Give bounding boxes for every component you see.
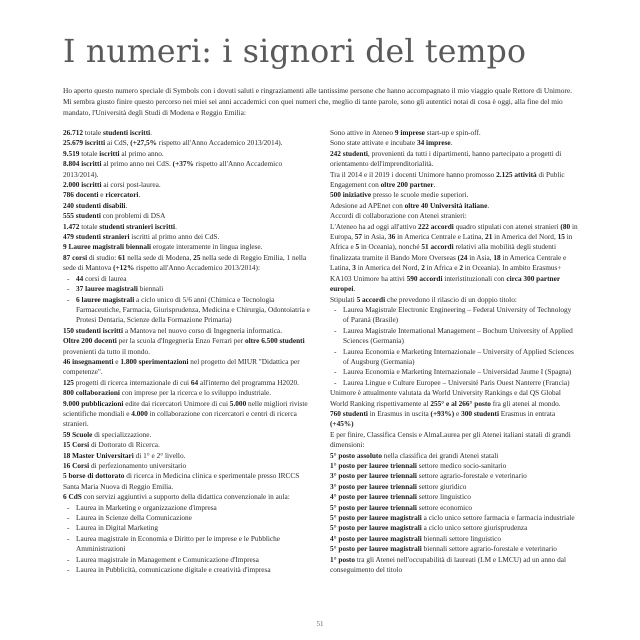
stat-line: 555 studenti con problemi di DSA [63,211,166,221]
list-item: - Laurea Magistrale Electronic Engineering – Federal University of Technology of Paraná (Brasile) [330,305,579,326]
stat-line: L'Ateneo ha ad oggi all'attivo 222 accordi quadro stipulati con atenei stranieri (80 in Europa, 57 in Asia, 36 in America Centrale e Latina, 21 in America del Nord, 15 in Africa e 5 in Oceania), nonché 51 accordi relativi alla mobilità degli studenti finalizzata tramite il Bando More Overseas (24 in Asia, 18 in America Centrale e Latina, 3 in America del Nord, 2 in Africa e 2 in Oceania). In ambito Erasmus+ KA103 Unimore ha attivi 590 accordi interistituzionali con circa 300 partner europei. [330,221,578,294]
stat-line: Accordi di collaborazione con Atenei stranieri: [330,211,467,221]
page-title: I numeri: i signori del tempo [63,34,527,70]
stat-line: 25.679 iscritti ai CdS, (+27,5% rispetto all'Anno Accademico 2013/2014). [63,138,283,148]
ranking-line: 4° posto per lauree triennali settore linguistico [330,492,471,502]
list-item: - Laurea Magistrale International Management – Bochum University of Applied Sciences (Germania) [330,326,579,347]
ranking-line: 3° posto per lauree triennali settore giuridico [330,481,467,491]
stat-line: Sono attive in Ateneo 9 imprese start-up e spin-off. [330,128,481,137]
stat-line: Sono state attivate e incubate 34 imprese. [330,138,453,148]
ranking-line: 1° posto per lauree triennali settore medico socio-sanitario [330,461,507,470]
ranking-line: 5° posto per lauree magistrali biennali settore agrario-forestale e veterinario [330,544,557,554]
right-column [330,128,579,575]
double-degree-list [330,305,579,388]
stat-line: E per finire, Classifica Censis e AlmaLaurea per gli Atenei italiani statali di grandi dimensioni: [330,429,571,450]
stat-line: 9 Lauree magistrali biennali erogate interamente in lingua inglese. [63,242,263,252]
stat-line: 800 collaborazioni con imprese per la ricerca e lo sviluppo industriale. [63,388,272,398]
stat-line: 786 docenti e ricercatori. [63,190,141,200]
ranking-line: 5° posto assoluto nella classifica dei grandi Atenei statali [330,450,499,460]
stat-line: 760 studenti in Erasmus in uscita (+93%) e 300 studenti Erasmus in entrata (+45%) [330,408,556,429]
stat-line: 1.472 totale studenti stranieri iscritti. [63,221,177,231]
list-item: - Laurea Economia e Marketing Internazionale – University of Applied Sciences of Augsburg (Germania) [330,347,579,368]
stat-line: Unimore è attualmente valutata da World University Rankings e dal QS Global World Ranking rispettivamente al 255° e al 266° posto fra gli atenei al mondo. [330,388,561,408]
stat-line: 240 studenti disabili. [63,200,128,210]
stat-line: 46 insegnamenti e 1.800 sperimentazioni nel progetto del MIUR "Didattica per competenze". [63,356,300,377]
ranking-line: 4° posto per lauree magistrali biennali settore linguistico [330,533,502,543]
stat-line: 125 progetti di ricerca internazionale di cui 64 all'interno del programma H2020. [63,377,299,387]
course-type-list [63,274,313,326]
stat-line: 15 Corsi di Dottorato di Ricerca. [63,440,160,450]
list-item: - Laurea magistrale in Management e Comunicazione d'Impresa [63,555,313,565]
stat-line: Stipulati 5 accordi che prevedono il rilascio di un doppio titolo: [330,294,517,304]
list-item: - 37 lauree magistrali biennali [63,284,313,294]
list-item: - Laurea magistrale in Economia e Diritto per le imprese e le Pubbliche Amministrazioni [63,534,313,555]
list-item: - Laurea Economia e Marketing Internazionale – Universidad Jaume I (Spagna) [330,367,579,377]
stat-line: 9.519 totale iscritti al primo anno. [63,148,164,158]
ranking-line: 3° posto per lauree triennali settore agrario-forestale e veterinario [330,471,527,481]
stat-line: 6 CdS con servizi aggiuntivi a supporto della didattica convenzionale in aula: [63,492,290,502]
stat-line: Tra il 2014 e il 2019 i docenti Unimore hanno promosso 2.125 attività di Public Engagement con oltre 200 partner. [330,169,565,190]
list-item: - Laurea in Marketing e organizzazione d'impresa [63,503,313,513]
stat-line: 500 iniziative presso le scuole medie superiori. [330,190,469,200]
list-item: - 44 corsi di laurea [63,274,313,284]
stat-line: 18 Master Universitari di 1° e 2° livello. [63,450,186,460]
stat-line: 87 corsi di studio: 61 nella sede di Modena, 25 nella sede di Reggio Emilia, 1 nella sede di Mantova (+12% rispetto all'Anno Accademico 2013/2014): [63,252,307,273]
intro-paragraph: Ho aperto questo numero speciale di Symbols con i dovuti saluti e ringraziamenti alle tantissime persone che hanno accompagnato il mio viaggio quale Rettore di Unimore. Mi sembra giusto finire questo percorso nei miei sei anni accademici con quei numeri che, meglio di tante parole, sono gli autentici notai di cosa è oggi, alla fine del mio mandato, l'Università degli Studi di Modena e Reggio Emilia: [63,86,572,117]
stat-line: 8.804 iscritti al primo anno nei CdS. (+37% rispetto all'Anno Accademico 2013/2014). [63,159,283,179]
stat-line: 5 borse di dottorato di ricerca in Medicina clinica e sperimentale presso IRCCS Santa Maria Nuova di Reggio Emilia. [63,471,300,491]
list-item: - 6 lauree magistrali a ciclo unico di 5/6 anni (Chimica e Tecnologia Farmaceutiche, Farmacia, Giurisprudenza, Medicina e Chirurgia, Odontoiatria e Protesi Dentaria, Scienze della Formazione Primaria) [63,295,313,326]
left-column [63,128,313,575]
stat-line: 242 studenti, provenienti da tutti i dipartimenti, hanno partecipato a progetti di orientamento dell'imprenditorialità. [330,148,562,169]
stat-line: Oltre 200 docenti per la scuola d'Ingegneria Enzo Ferrari per oltre 6.500 studenti provenienti da tutto il mondo. [63,336,305,356]
stat-line: 16 Corsi di perfezionamento universitario [63,461,187,470]
stat-line: Adesione ad APEnet con oltre 40 Università italiane. [330,200,490,210]
stat-line: 9.000 pubblicazioni edite dai ricercatori Unimore di cui 5.000 nelle migliori riviste scientifiche mondiali e 4.000 in collaborazione con ricercatori e centri di ricerca stranieri. [63,398,308,429]
list-item: - Laurea in Scienze della Comunicazione [63,513,313,523]
list-item: - Laurea in Digital Marketing [63,523,313,533]
stat-line: 150 studenti iscritti a Mantova nel nuovo corso di Ingegneria informatica. [63,325,283,335]
stat-line: 59 Scuole di specializzazione. [63,429,152,439]
list-item: - Laurea Lingue e Culture Europee – Université Paris Ouest Nanterre (Francia) [330,378,579,388]
stat-line: 26.712 totale studenti iscritti. [63,128,152,137]
ranking-line: 5° posto per lauree magistrali a ciclo unico settore farmacia e farmacia industriale [330,513,575,523]
page-number: 51 [316,620,324,628]
ranking-line: 5° posto per lauree magistrali a ciclo unico settore giurisprudenza [330,523,528,533]
list-item: - Laurea in Pubblicità, comunicazione digitale e creatività d'impresa [63,565,313,575]
ranking-line: 1° posto tra gli Atenei nell'occupabilità di laureati (LM e LMCU) ad un anno dal conseguimento del titolo [330,554,567,575]
ranking-line: 5° posto per lauree triennali settore economico [330,502,473,512]
stat-line: 479 studenti stranieri iscritti al primo anno dei CdS. [63,232,220,242]
stat-line: 2.000 iscritti ai corsi post-laurea. [63,180,161,190]
cds-list [63,503,313,576]
